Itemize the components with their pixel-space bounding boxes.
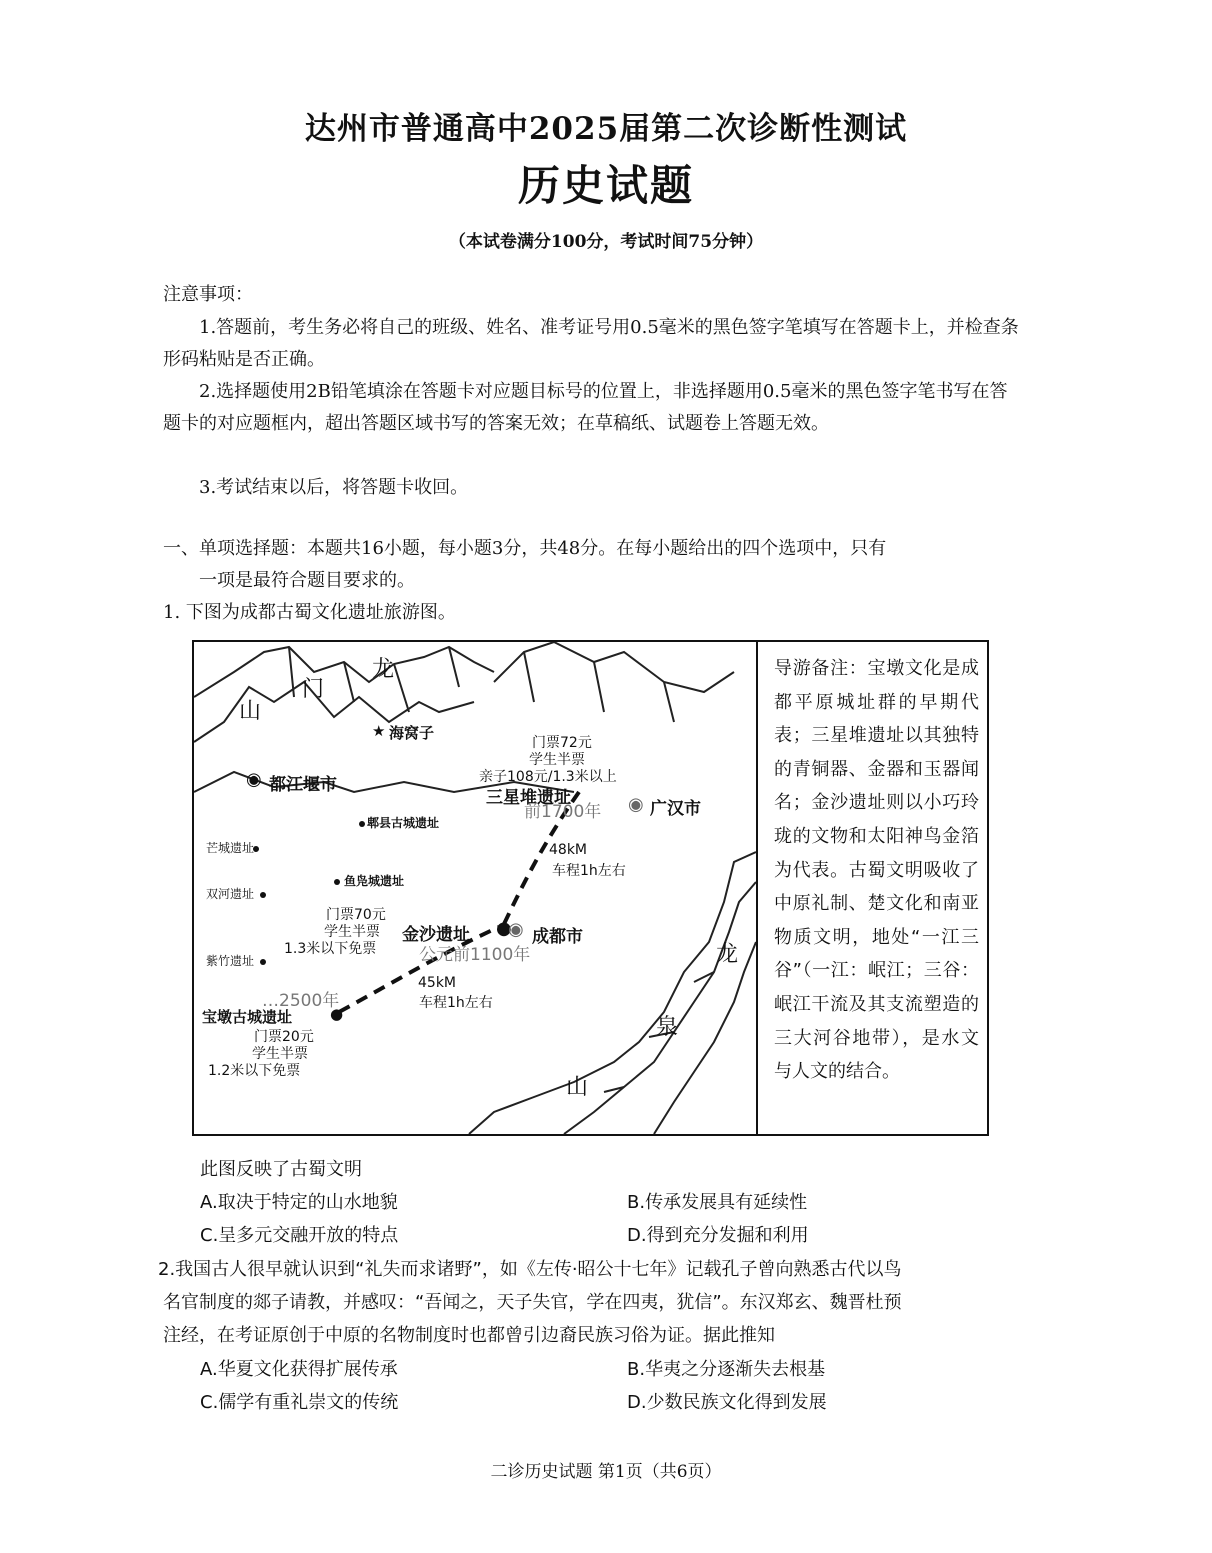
subject-title: 历史试题 [517, 161, 694, 210]
shuanghe-label: 双河遗址 [206, 887, 255, 901]
jinsha-price-3: 1.3米以下免票 [284, 941, 377, 957]
mangcheng-label: 芒城遗址 [206, 841, 255, 855]
question-2-line-3: 注经，在考证原创于中原的名物制度时也都曾引边裔民族习俗为证。据此推知 [163, 1325, 775, 1346]
section-heading-cont: 一项是最符合题目要求的。 [199, 570, 415, 591]
q2-option-d: D.少数民族文化得到发展 [627, 1392, 827, 1413]
page-footer: 二诊历史试题 第1页（共6页） [490, 1462, 722, 1482]
jinsha-label: 金沙遗址 [402, 925, 470, 945]
tourism-map [192, 640, 989, 1136]
question-1-stem: 1. 下图为成都古蜀文化遗址旅游图。 [163, 602, 456, 623]
baodun-price-2: 学生半票 [252, 1046, 308, 1062]
sanxingdui-label: 三星堆遗址 [486, 788, 571, 808]
q1-option-b: B.传承发展具有延续性 [627, 1192, 808, 1213]
question-1-prompt: 此图反映了古蜀文明 [200, 1159, 362, 1180]
zizhu-dot [260, 959, 266, 965]
route2-distance: 45kM [418, 975, 457, 991]
q2-option-a: A.华夏文化获得扩展传承 [200, 1359, 398, 1380]
q1-option-a: A.取决于特定的山水地貌 [200, 1192, 398, 1213]
shuanghe-dot [260, 892, 266, 898]
mtn-label-shan: 山 [239, 699, 262, 724]
guanghan-marker-icon: ◉ [628, 794, 644, 815]
map-divider [756, 642, 758, 1134]
jinsha-marker-icon: ● [496, 918, 512, 939]
baodun-price-1: 门票20元 [254, 1029, 314, 1045]
chengdu-label: 成都市 [532, 927, 583, 947]
route2-time: 车程1h左右 [419, 995, 493, 1011]
exam-title: 达州市普通高中2025届第二次诊断性测试 [304, 111, 908, 147]
q1-option-d: D.得到充分发掘和利用 [627, 1225, 809, 1246]
jinsha-price-1: 门票70元 [326, 907, 386, 923]
sanxingdui-price-3: 亲子108元/1.3米以上 [479, 769, 617, 785]
sanxingdui-date: 前1700年 [524, 802, 602, 822]
mtn-label-long-r: 龙 [716, 942, 739, 967]
yufucheng-label: 鱼凫城遗址 [344, 874, 405, 888]
notice-item-3: 3.考试结束以后，将答题卡收回。 [199, 477, 469, 498]
q2-option-c: C.儒学有重礼崇文的传统 [200, 1392, 399, 1413]
question-2-line-1: 2.我国古人很早就认识到“礼失而求诸野”，如《左传·昭公十七年》记载孔子曾向熟悉古代以鸟 [158, 1259, 902, 1280]
longquan-mountains [469, 852, 756, 1134]
mtn-label-long: 龙 [372, 657, 395, 682]
notice-item-1: 1.答题前，考生务必将自己的班级、姓名、准考证号用0.5毫米的黑色签字笔填写在答题卡上，并检查条形码粘贴是否正确。 [163, 317, 1019, 370]
yufucheng-dot [334, 879, 340, 885]
route1-time: 车程1h左右 [552, 863, 626, 879]
haizizi-label: 海窝子 [389, 724, 435, 742]
guanghan-label: 广汉市 [650, 799, 701, 819]
baodun-label: 宝墩古城遗址 [202, 1008, 293, 1026]
baodun-price-3: 1.2米以下免票 [208, 1063, 301, 1079]
jinsha-price-2: 学生半票 [324, 924, 380, 940]
baodun-marker-icon: ● [330, 1005, 344, 1023]
notice-item-2: 2.选择题使用2B铅笔填涂在答题卡对应题目标号的位置上，非选择题用0.5毫米的黑色签字笔书写在答题卡的对应题框内，超出答题区域书写的答案无效；在草稿纸、试题卷上答题无效。 [163, 381, 1008, 434]
chengdu-marker-icon: ◉ [508, 919, 524, 940]
section-heading: 一、单项选择题：本题共16小题，每小题3分，共48分。在每小题给出的四个选项中，只有 [163, 538, 887, 559]
q2-option-b: B.华夷之分逐渐失去根基 [627, 1359, 826, 1380]
question-2-line-2: 名官制度的郯子请教，并感叹：“吾闻之，天子失官，学在四夷，犹信”。东汉郑玄、魏晋杜预 [163, 1292, 902, 1313]
mtn-label-men: 门 [302, 677, 325, 702]
dujiangyan-label: 都江堰市 [269, 775, 337, 795]
route1-distance: 48kM [549, 842, 588, 858]
exam-info: （本试卷满分100分，考试时间75分钟） [448, 232, 764, 252]
sanxingdui-price-2: 学生半票 [529, 752, 585, 768]
city-marker-icon: ◉ [246, 769, 262, 790]
yufu-dot [359, 821, 365, 827]
q1-option-c: C.呈多元交融开放的特点 [200, 1225, 399, 1246]
star-icon: ★ [372, 722, 386, 740]
guide-notes: 导游备注：宝墩文化是成都平原城址群的早期代表；三星堆遗址以其独特的青铜器、金器和玉器闻名；金沙遗址则以小巧玲珑的文物和太阳神鸟金箔为代表。古蜀文明吸收了中原礼制、楚文化和南亚物质文明，地处“一江三谷”（一江：岷江；三谷：岷江干流及其支流塑造的三大河谷地带），是水文与人文的结合。 [774, 658, 979, 1083]
sanxingdui-price-1: 门票72元 [532, 735, 592, 751]
zizhu-label: 紫竹遗址 [206, 954, 255, 968]
mtn-label-quan: 泉 [656, 1015, 679, 1040]
pixian-label: 郫县古城遗址 [367, 816, 440, 830]
baodun-date: …2500年 [262, 991, 340, 1011]
mtn-label-shan-r: 山 [566, 1075, 589, 1100]
jinsha-date: 公元前1100年 [419, 945, 531, 965]
notice-heading: 注意事项： [163, 284, 253, 305]
